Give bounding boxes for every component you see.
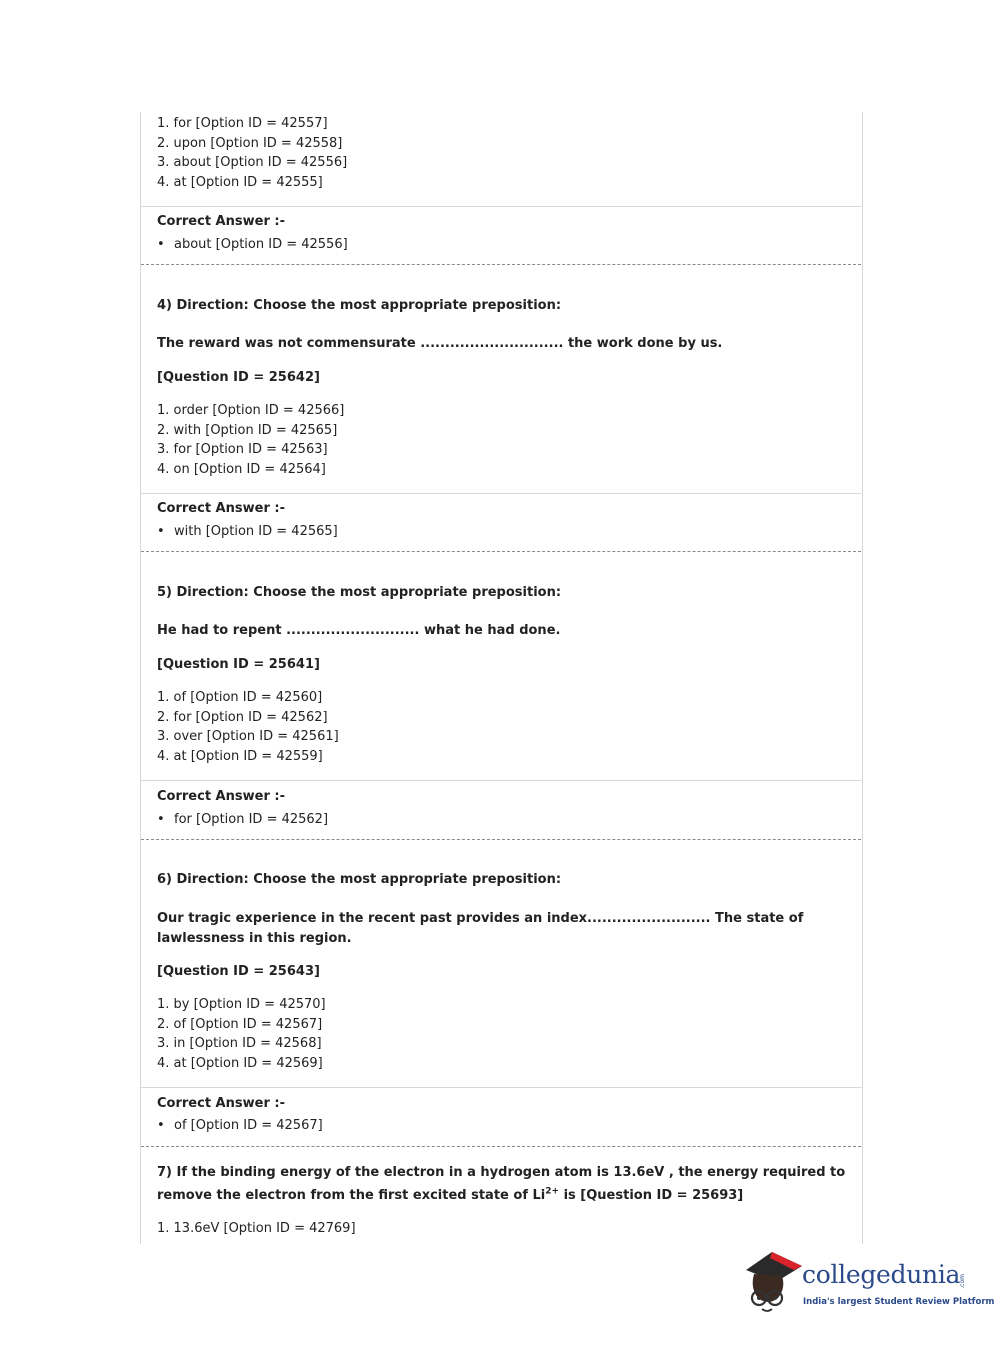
q6-answer: • of [Option ID = 42567] (157, 1116, 323, 1136)
q4-title: 4) Direction: Choose the most appropriate preposition: (157, 298, 562, 313)
q3-answer-heading: Correct Answer :- (157, 214, 285, 229)
q7-question-line2 (157, 1186, 743, 1206)
mascot-icon (742, 1248, 804, 1318)
q4-answer-heading: Correct Answer :- (157, 501, 285, 516)
q6-sentence-line2: lawlessness in this region. (157, 931, 352, 946)
divider (141, 780, 861, 781)
q3-option-4: 4. at [Option ID = 42555] (157, 174, 323, 190)
q6-options (157, 995, 326, 1073)
q5-option-2: 2. for [Option ID = 42562] (157, 709, 328, 725)
question-separator (141, 839, 861, 840)
q5-answer-heading: Correct Answer :- (157, 789, 285, 804)
q5-option-1: 1. of [Option ID = 42560] (157, 690, 323, 705)
q5-question-id: [Question ID = 25641] (157, 657, 320, 672)
q6-question-id: [Question ID = 25643] (157, 964, 320, 979)
logo-wordmark: collegedunia (802, 1260, 961, 1289)
q5-sentence: He had to repent ........................... what he had done. (157, 623, 561, 638)
divider (141, 493, 861, 494)
q6-answer-heading: Correct Answer :- (157, 1096, 285, 1111)
q4-sentence: The reward was not commensurate ............................. the work done by us. (157, 336, 723, 351)
question-separator (141, 1146, 861, 1147)
q3-answer: • about [Option ID = 42556] (157, 235, 348, 255)
divider (141, 206, 861, 207)
q6-option-4: 4. at [Option ID = 42569] (157, 1055, 323, 1071)
content-frame (140, 112, 863, 1244)
q4-answer-list (157, 522, 338, 542)
q7-charge-superscript: 2+ (545, 1186, 560, 1197)
q4-option-1: 1. order [Option ID = 42566] (157, 403, 345, 418)
logo-domain-suffix: .com (959, 1274, 966, 1289)
q5-options (157, 688, 339, 766)
q7-question-id: is [Question ID = 25693] (559, 1188, 744, 1203)
q7-line2-text: remove the electron from the first excited state of Li (157, 1188, 546, 1203)
q3-option-1: 1. for [Option ID = 42557] (157, 116, 328, 131)
logo-tagline: India's largest Student Review Platform (803, 1297, 995, 1307)
q5-option-4: 4. at [Option ID = 42559] (157, 748, 323, 764)
q4-option-2: 2. with [Option ID = 42565] (157, 422, 338, 438)
q3-option-2: 2. upon [Option ID = 42558] (157, 135, 343, 151)
q6-option-1: 1. by [Option ID = 42570] (157, 997, 326, 1012)
q7-question-line1: 7) If the binding energy of the electron in a hydrogen atom is 13.6eV , the energy required to (157, 1165, 846, 1180)
q3-options (157, 114, 347, 192)
q4-option-3: 3. for [Option ID = 42563] (157, 442, 328, 457)
q4-option-4: 4. on [Option ID = 42564] (157, 461, 326, 477)
q3-option-3: 3. about [Option ID = 42556] (157, 155, 348, 170)
q4-options (157, 401, 344, 479)
divider (141, 1087, 861, 1088)
q5-title: 5) Direction: Choose the most appropriate preposition: (157, 585, 562, 600)
q5-answer: • for [Option ID = 42562] (157, 810, 328, 830)
q3-answer-list (157, 235, 348, 255)
q4-question-id: [Question ID = 25642] (157, 370, 320, 385)
q6-option-3: 3. in [Option ID = 42568] (157, 1036, 322, 1051)
q7-option-1: 1. 13.6eV [Option ID = 42769] (157, 1221, 356, 1236)
q6-answer-list (157, 1116, 323, 1136)
q5-answer-list (157, 810, 328, 830)
question-separator (141, 264, 861, 265)
q4-answer: • with [Option ID = 42565] (157, 522, 338, 542)
question-separator (141, 551, 861, 552)
q6-sentence-line1: Our tragic experience in the recent past provides an index......................... The state of (157, 911, 804, 926)
q6-title: 6) Direction: Choose the most appropriate preposition: (157, 872, 562, 887)
q6-option-2: 2. of [Option ID = 42567] (157, 1016, 323, 1032)
q5-option-3: 3. over [Option ID = 42561] (157, 729, 339, 744)
